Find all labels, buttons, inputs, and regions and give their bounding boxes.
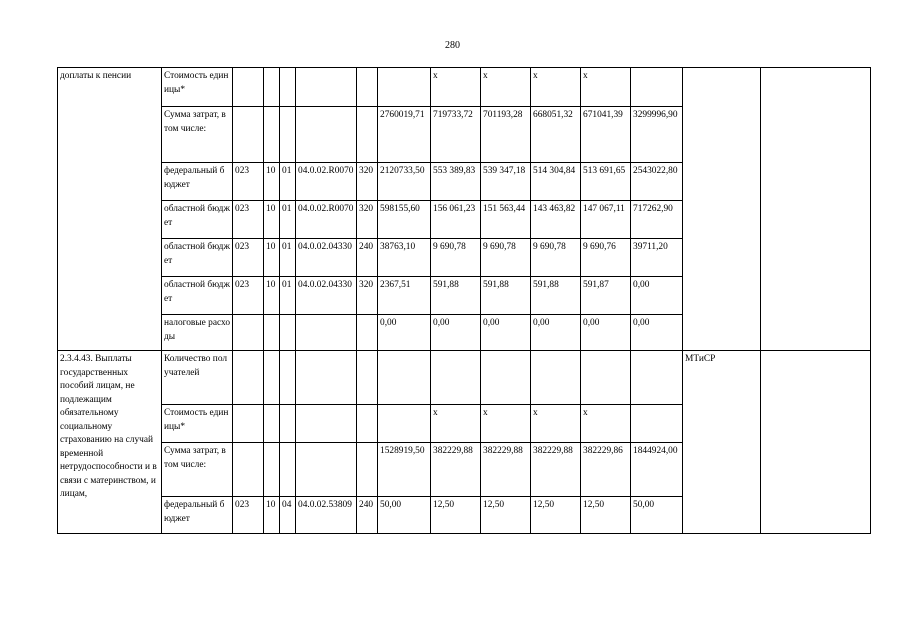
value-cell: х <box>431 405 481 443</box>
value-cell: 2543022,80 <box>631 163 683 201</box>
pr-cell <box>280 68 296 107</box>
value-cell: 513 691,65 <box>581 163 631 201</box>
csr-cell: 04.0.02.R0070 <box>296 201 357 239</box>
budget-table <box>57 67 871 534</box>
rz-cell <box>264 351 280 405</box>
csr-cell <box>296 443 357 497</box>
value-cell: 671041,39 <box>581 107 631 163</box>
value-cell: 12,50 <box>531 497 581 534</box>
pr-cell: 04 <box>280 497 296 534</box>
value-cell <box>431 351 481 405</box>
value-cell: 553 389,83 <box>431 163 481 201</box>
pr-cell: 01 <box>280 201 296 239</box>
csr-cell: 04.0.02.53809 <box>296 497 357 534</box>
grbs-cell <box>233 315 264 351</box>
pr-cell <box>280 315 296 351</box>
pr-cell <box>280 405 296 443</box>
value-cell: 1844924,00 <box>631 443 683 497</box>
value-cell: 0,00 <box>481 315 531 351</box>
value-cell: 0,00 <box>531 315 581 351</box>
value-cell: 719733,72 <box>431 107 481 163</box>
value-cell: 9 690,78 <box>431 239 481 277</box>
result-cell <box>761 68 871 351</box>
value-cell: 156 061,23 <box>431 201 481 239</box>
pr-cell <box>280 351 296 405</box>
grbs-cell: 023 <box>233 163 264 201</box>
table-row <box>58 351 871 405</box>
value-cell <box>378 405 431 443</box>
value-cell: х <box>481 405 531 443</box>
rz-cell <box>264 405 280 443</box>
vr-cell <box>357 68 378 107</box>
indicator-cell: Количество получателей <box>162 351 233 405</box>
grbs-cell: 023 <box>233 277 264 315</box>
value-cell: 50,00 <box>378 497 431 534</box>
value-cell: 382229,86 <box>581 443 631 497</box>
grbs-cell <box>233 351 264 405</box>
value-cell <box>631 405 683 443</box>
value-cell: 701193,28 <box>481 107 531 163</box>
grbs-cell <box>233 68 264 107</box>
rz-cell: 10 <box>264 201 280 239</box>
value-cell: 0,00 <box>378 315 431 351</box>
value-cell: 151 563,44 <box>481 201 531 239</box>
grbs-cell <box>233 443 264 497</box>
value-cell: 591,88 <box>531 277 581 315</box>
indicator-cell: Стоимость единицы* <box>162 68 233 107</box>
executor-cell <box>683 68 761 351</box>
csr-cell <box>296 68 357 107</box>
value-cell: 514 304,84 <box>531 163 581 201</box>
vr-cell <box>357 351 378 405</box>
value-cell: 38763,10 <box>378 239 431 277</box>
csr-cell <box>296 107 357 163</box>
value-cell: 1528919,50 <box>378 443 431 497</box>
rz-cell <box>264 315 280 351</box>
value-cell: 668051,32 <box>531 107 581 163</box>
value-cell: 539 347,18 <box>481 163 531 201</box>
csr-cell: 04.0.02.R0070 <box>296 163 357 201</box>
csr-cell: 04.0.02.04330 <box>296 277 357 315</box>
value-cell: 0,00 <box>631 277 683 315</box>
value-cell: 591,88 <box>431 277 481 315</box>
vr-cell: 320 <box>357 163 378 201</box>
value-cell: 0,00 <box>581 315 631 351</box>
value-cell <box>378 68 431 107</box>
value-cell: 12,50 <box>581 497 631 534</box>
value-cell: 2120733,50 <box>378 163 431 201</box>
indicator-cell: областной бюджет <box>162 239 233 277</box>
rz-cell: 10 <box>264 497 280 534</box>
value-cell: 147 067,11 <box>581 201 631 239</box>
pr-cell: 01 <box>280 277 296 315</box>
value-cell: 382229,88 <box>431 443 481 497</box>
value-cell: 9 690,78 <box>481 239 531 277</box>
indicator-cell: Сумма затрат, в том числе: <box>162 107 233 163</box>
indicator-cell: Стоимость единицы* <box>162 405 233 443</box>
vr-cell <box>357 315 378 351</box>
grbs-cell <box>233 405 264 443</box>
value-cell <box>378 351 431 405</box>
rz-cell <box>264 443 280 497</box>
rz-cell <box>264 107 280 163</box>
rz-cell: 10 <box>264 163 280 201</box>
pr-cell <box>280 107 296 163</box>
grbs-cell: 023 <box>233 239 264 277</box>
value-cell: 9 690,76 <box>581 239 631 277</box>
measure-name-cell: 2.3.4.43. Выплаты государственных пособий лицам, не подлежащим обязательному социальному страхованию на случай временной нетрудоспособности и в связи с материнством, и лицам, <box>58 351 162 534</box>
value-cell: 382229,88 <box>531 443 581 497</box>
vr-cell <box>357 107 378 163</box>
vr-cell <box>357 405 378 443</box>
indicator-cell: федеральный бюджет <box>162 163 233 201</box>
value-cell: х <box>531 405 581 443</box>
grbs-cell: 023 <box>233 201 264 239</box>
value-cell: 0,00 <box>631 315 683 351</box>
rz-cell: 10 <box>264 277 280 315</box>
value-cell: 50,00 <box>631 497 683 534</box>
pr-cell <box>280 443 296 497</box>
value-cell <box>481 351 531 405</box>
value-cell: 12,50 <box>481 497 531 534</box>
value-cell: х <box>481 68 531 107</box>
indicator-cell: налоговые расходы <box>162 315 233 351</box>
vr-cell: 240 <box>357 239 378 277</box>
csr-cell <box>296 315 357 351</box>
value-cell: 382229,88 <box>481 443 531 497</box>
indicator-cell: областной бюджет <box>162 277 233 315</box>
value-cell: 591,87 <box>581 277 631 315</box>
grbs-cell: 023 <box>233 497 264 534</box>
value-cell <box>531 351 581 405</box>
value-cell: х <box>581 68 631 107</box>
value-cell: 2367,51 <box>378 277 431 315</box>
executor-cell: МТиСР <box>683 351 761 534</box>
result-cell <box>761 351 871 534</box>
vr-cell: 320 <box>357 277 378 315</box>
indicator-cell: федеральный бюджет <box>162 497 233 534</box>
value-cell: 717262,90 <box>631 201 683 239</box>
value-cell: 3299996,90 <box>631 107 683 163</box>
value-cell: 0,00 <box>431 315 481 351</box>
csr-cell <box>296 351 357 405</box>
value-cell: х <box>581 405 631 443</box>
vr-cell: 240 <box>357 497 378 534</box>
csr-cell <box>296 405 357 443</box>
value-cell <box>581 351 631 405</box>
rz-cell: 10 <box>264 239 280 277</box>
value-cell <box>631 68 683 107</box>
vr-cell <box>357 443 378 497</box>
rz-cell <box>264 68 280 107</box>
pr-cell: 01 <box>280 163 296 201</box>
vr-cell: 320 <box>357 201 378 239</box>
value-cell <box>631 351 683 405</box>
value-cell: 9 690,78 <box>531 239 581 277</box>
value-cell: 39711,20 <box>631 239 683 277</box>
value-cell: 143 463,82 <box>531 201 581 239</box>
measure-name-cell: доплаты к пенсии <box>58 68 162 351</box>
value-cell: 591,88 <box>481 277 531 315</box>
table-row <box>58 68 871 107</box>
indicator-cell: Сумма затрат, в том числе: <box>162 443 233 497</box>
grbs-cell <box>233 107 264 163</box>
csr-cell: 04.0.02.04330 <box>296 239 357 277</box>
pr-cell: 01 <box>280 239 296 277</box>
value-cell: 12,50 <box>431 497 481 534</box>
value-cell: 2760019,71 <box>378 107 431 163</box>
value-cell: х <box>431 68 481 107</box>
value-cell: 598155,60 <box>378 201 431 239</box>
page-number: 280 <box>445 40 460 51</box>
value-cell: х <box>531 68 581 107</box>
indicator-cell: областной бюджет <box>162 201 233 239</box>
